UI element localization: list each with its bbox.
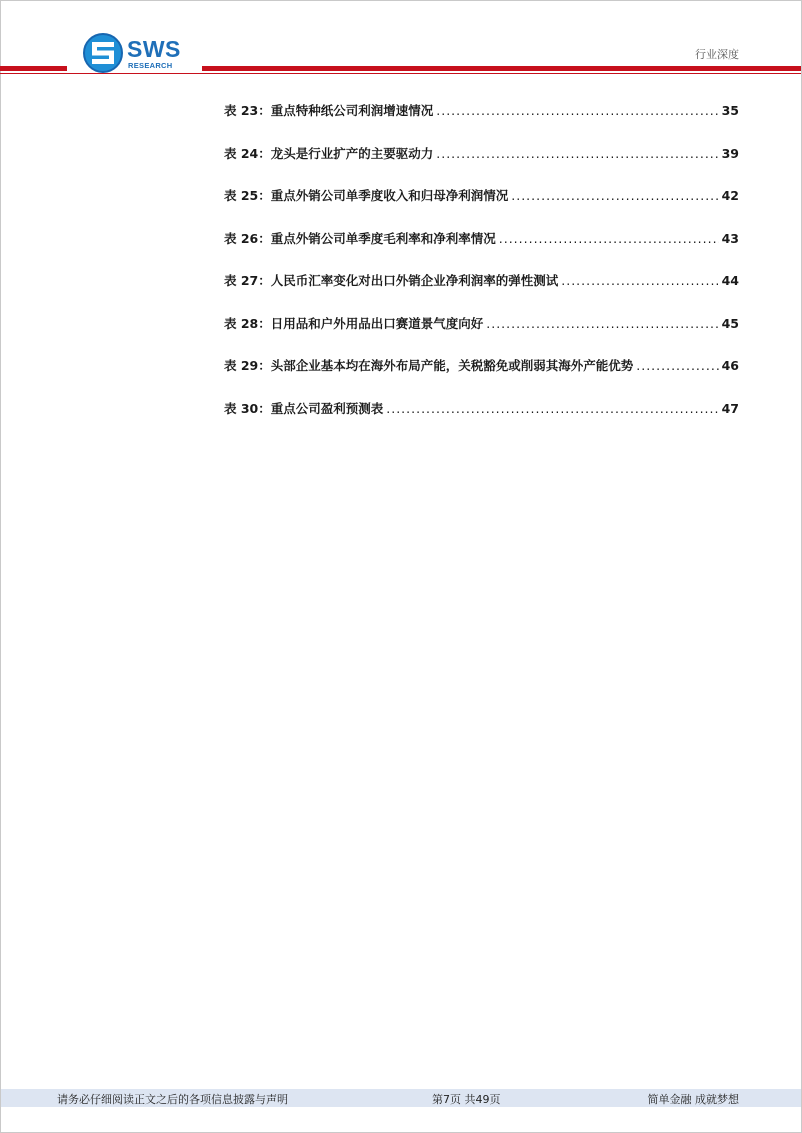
footer-page-info: 第7页 共49页 xyxy=(432,1093,501,1106)
toc-entry-label: 表 25：重点外销公司单季度收入和归母净利润情况 xyxy=(224,188,509,203)
toc-entry[interactable] xyxy=(224,399,739,442)
toc-entry-label: 表 28：日用品和户外用品出口赛道景气度向好 xyxy=(224,315,484,331)
toc-entry-page: 35 xyxy=(721,103,739,118)
logo-subtext: RESEARCH xyxy=(128,61,173,70)
header-rule-thin xyxy=(0,73,801,74)
sws-logo xyxy=(83,33,193,75)
toc-leader-dots xyxy=(511,188,718,203)
toc-entry-label: 表 26：重点外销公司单季度毛利率和净利率情况 xyxy=(224,230,496,246)
footer-slogan: 简单金融 成就梦想 xyxy=(647,1093,739,1106)
toc-entry-page: 42 xyxy=(721,188,739,203)
logo-wordmark: SWS xyxy=(127,36,181,62)
table-of-contents xyxy=(224,101,739,441)
toc-leader-dots xyxy=(499,231,719,246)
toc-entry-page: 47 xyxy=(721,400,739,416)
toc-entry[interactable] xyxy=(224,101,739,144)
header-rule-left xyxy=(0,66,67,71)
toc-entry[interactable] xyxy=(224,144,739,187)
toc-leader-dots xyxy=(486,316,718,331)
toc-entry[interactable] xyxy=(224,356,739,399)
toc-leader-dots xyxy=(436,146,718,161)
toc-entry-label: 表 23：重点特种纸公司利润增速情况 xyxy=(224,103,434,118)
toc-leader-dots xyxy=(436,103,718,118)
report-category: 行业深度 xyxy=(695,48,739,61)
sws-logo-icon xyxy=(83,33,123,73)
toc-entry[interactable] xyxy=(224,314,739,357)
toc-entry-label: 表 24：龙头是行业扩产的主要驱动力 xyxy=(224,145,434,161)
toc-entry[interactable] xyxy=(224,186,739,229)
toc-entry-page: 44 xyxy=(721,273,739,288)
toc-leader-dots xyxy=(636,358,718,373)
toc-entry-page: 43 xyxy=(721,230,739,246)
toc-entry[interactable] xyxy=(224,229,739,272)
toc-leader-dots xyxy=(561,273,718,288)
toc-entry-label: 表 30：重点公司盈利预测表 xyxy=(224,400,384,416)
toc-entry[interactable] xyxy=(224,271,739,314)
footer-disclaimer: 请务必仔细阅读正文之后的各项信息披露与声明 xyxy=(57,1093,288,1106)
header-rule-right xyxy=(202,66,801,71)
toc-entry-page: 46 xyxy=(721,358,739,373)
toc-leader-dots xyxy=(386,401,718,416)
toc-entry-page: 39 xyxy=(721,145,739,161)
toc-entry-label: 表 29：头部企业基本均在海外布局产能，关税豁免或削弱其海外产能优势 xyxy=(224,358,634,373)
toc-entry-label: 表 27：人民币汇率变化对出口外销企业净利润率的弹性测试 xyxy=(224,273,559,288)
toc-entry-page: 45 xyxy=(721,315,739,331)
